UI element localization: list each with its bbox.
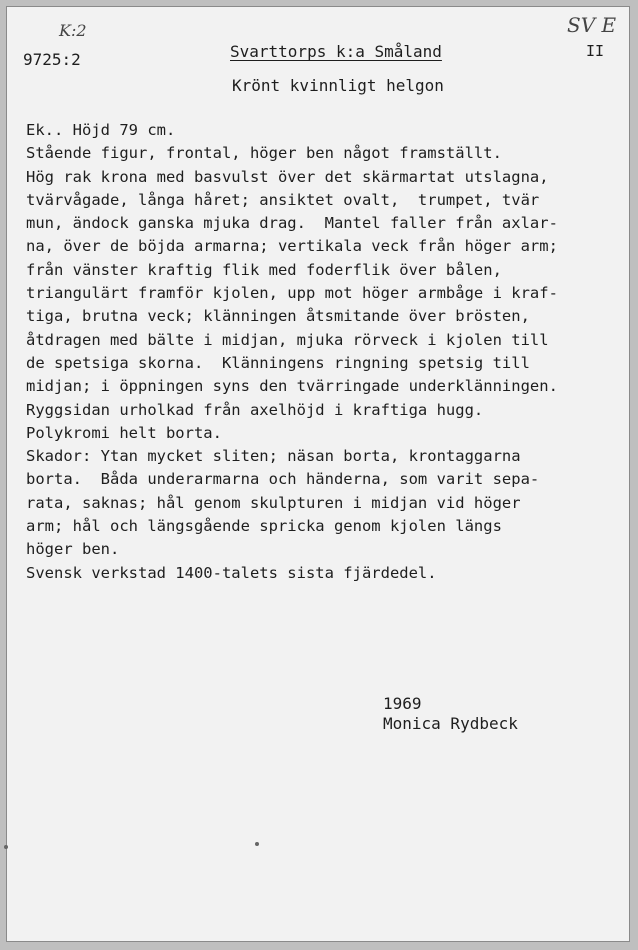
text-line: borta. Båda underarmarna och händerna, som varit sepa- [26,470,540,489]
text-line: de spetsiga skorna. Klänningens ringning spetsig till [26,353,530,372]
card-subtitle: Krönt kvinnligt helgon [232,76,444,95]
signature-year: 1969 [383,694,422,713]
text-line: mun, ändock ganska mjuka drag. Mantel faller från axlar- [26,214,558,233]
card-number: II [586,42,605,60]
description-text [26,119,626,585]
text-line: åtdragen med bälte i midjan, mjuka rörveck i kjolen till [26,330,549,349]
text-line: Ryggsidan urholkad från axelhöjd i kraftiga hugg. [26,400,484,419]
catalog-card [6,6,630,942]
signature-author: Monica Rydbeck [383,714,518,733]
text-line: tiga, brutna veck; klänningen åtsmitande över brösten, [26,307,530,326]
text-line: Stående figur, frontal, höger ben något framställt. [26,144,502,163]
accession-number: 9725:2 [23,50,81,69]
handwritten-note: K:2 [59,21,87,40]
text-line: rata, saknas; hål genom skulpturen i midjan vid höger [26,493,521,512]
card-title: Svarttorps k:a Småland [230,42,442,61]
text-line: från vänster kraftig flik med foderflik över bålen, [26,260,502,279]
text-line: midjan; i öppningen syns den tvärringade underklänningen. [26,377,558,396]
text-line: tvärvågade, långa håret; ansiktet ovalt, trumpet, tvär [26,190,540,209]
handwritten-corner-mark: SV E [567,13,617,37]
text-line: Skador: Ytan mycket sliten; näsan borta, krontaggarna [26,447,521,466]
text-line: triangulärt framför kjolen, upp mot höger armbåge i kraf- [26,284,558,303]
text-line: Hög rak krona med basvulst över det skärmartat utslagna, [26,167,549,186]
paper-speck [4,845,8,849]
text-line: arm; hål och längsgående spricka genom kjolen längs [26,517,502,536]
text-line: na, över de böjda armarna; vertikala veck från höger arm; [26,237,558,256]
text-line: Svensk verkstad 1400-talets sista fjärdedel. [26,563,437,582]
text-line: Polykromi helt borta. [26,423,222,442]
text-line: höger ben. [26,540,120,559]
text-line: Ek.. Höjd 79 cm. [26,121,176,139]
paper-speck [255,842,259,846]
